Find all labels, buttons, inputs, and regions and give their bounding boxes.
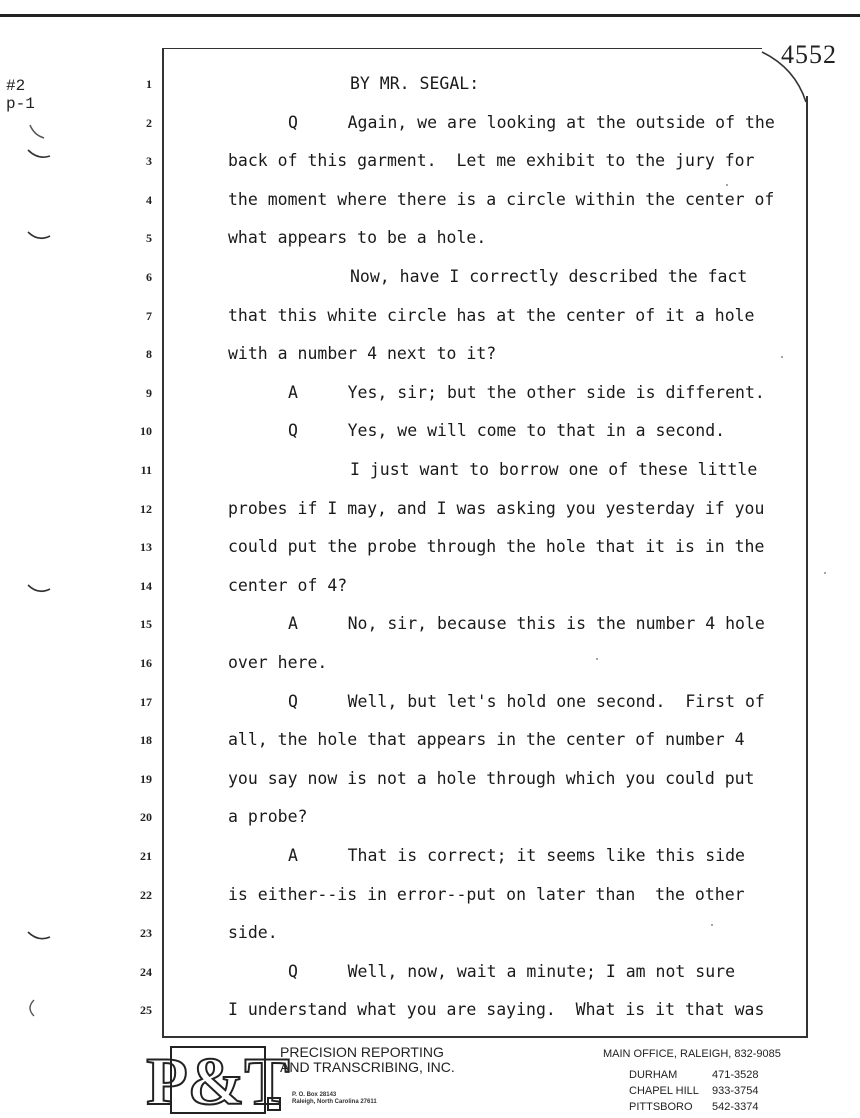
- transcript-line: I just want to borrow one of these little: [350, 460, 758, 479]
- transcript-line: you say now is not a hole through which you could put: [228, 768, 755, 788]
- transcript-line: is either--is in error--put on later than the other: [228, 884, 745, 904]
- company-name-line2: AND TRANSCRIBING, INC.: [280, 1059, 455, 1075]
- transcript-line: that this white circle has at the center of it a hole: [228, 305, 755, 325]
- transcript-line: could put the probe through the hole that it is in the: [228, 537, 765, 557]
- company-name: [280, 1045, 455, 1075]
- line-number: 17: [140, 694, 152, 709]
- line-number: 5: [146, 231, 152, 246]
- transcript-frame-bottom: [162, 1036, 808, 1038]
- transcript-line: over here.: [228, 653, 328, 672]
- transcript-line: BY MR. SEGAL:: [350, 74, 480, 93]
- phone-number-pittsboro: 542-3374: [712, 1101, 759, 1113]
- line-number: 7: [146, 308, 152, 323]
- address-line2: Raleigh, North Carolina 27611: [292, 1099, 377, 1105]
- line-number: 11: [140, 463, 152, 477]
- line-number: 25: [140, 1003, 152, 1018]
- transcript-line: what appears to be a hole.: [228, 228, 487, 248]
- line-number: 6: [146, 270, 152, 284]
- line-number: 3: [146, 154, 152, 169]
- scan-speck: [726, 184, 728, 186]
- line-number: 24: [140, 964, 152, 979]
- line-number: 21: [140, 849, 152, 863]
- margin-note-page: p-1: [6, 95, 35, 113]
- scan-speck: [781, 356, 783, 358]
- transcript-line: Now, have I correctly described the fact: [350, 267, 748, 286]
- transcript-line: probes if I may, and I was asking you yesterday if you: [228, 498, 765, 518]
- address-line1: P. O. Box 28143: [292, 1092, 337, 1098]
- margin-note-tab: #2: [6, 77, 26, 95]
- line-number: 23: [140, 926, 152, 941]
- transcript-line: Q Yes, we will come to that in a second.: [288, 421, 726, 441]
- transcript-line: back of this garment. Let me exhibit to the jury for: [228, 151, 755, 171]
- transcript-line: with a number 4 next to it?: [228, 344, 497, 364]
- company-name-line1: PRECISION REPORTING: [280, 1044, 444, 1060]
- line-number: 20: [140, 810, 152, 825]
- scan-speck: [711, 924, 713, 926]
- transcript-line: Q Again, we are looking at the outside of the: [288, 112, 775, 132]
- company-logo: [146, 1043, 290, 1118]
- line-number: 18: [140, 733, 152, 748]
- transcript-line: a probe?: [228, 807, 308, 827]
- line-number: 14: [140, 578, 152, 593]
- phone-number-durham: 471-3528: [712, 1069, 759, 1081]
- line-number: 1: [146, 77, 152, 91]
- transcript-line: center of 4?: [228, 575, 348, 595]
- logo-text: P&T: [146, 1043, 290, 1118]
- transcript-line: Q Well, but let's hold one second. First of: [288, 691, 765, 711]
- transcript-line: side.: [228, 923, 278, 943]
- line-number: 8: [146, 347, 152, 362]
- transcript-frame-left: [162, 48, 164, 1038]
- transcript-line: I understand what you are saying. What is it that was: [228, 1000, 765, 1020]
- line-number: 22: [140, 887, 152, 902]
- binder-punch-marks: [0, 0, 80, 1118]
- transcript-frame-top: [162, 48, 762, 49]
- line-number: 9: [146, 385, 152, 400]
- top-border-rule: [0, 14, 860, 17]
- transcript-line: A No, sir, because this is the number 4 hole: [288, 614, 765, 634]
- transcript-line: the moment where there is a circle within the center of: [228, 189, 775, 209]
- page-number: 4552: [781, 40, 837, 69]
- line-number: 2: [146, 115, 152, 130]
- phone-number-chapel-hill: 933-3754: [712, 1085, 759, 1097]
- phone-city-durham: DURHAM: [629, 1069, 678, 1081]
- line-number: 15: [140, 617, 152, 632]
- transcript-line: Q Well, now, wait a minute; I am not sure: [288, 961, 736, 981]
- scan-speck: [596, 658, 598, 660]
- transcript-line: all, the hole that appears in the center of number 4: [228, 730, 745, 750]
- line-number: 19: [140, 771, 152, 786]
- transcript-line: A Yes, sir; but the other side is different.: [288, 382, 765, 402]
- line-number: 10: [140, 424, 152, 439]
- line-number: 4: [146, 192, 152, 207]
- phone-city-chapel-hill: CHAPEL HILL: [629, 1085, 699, 1097]
- phone-city-pittsboro: PITTSBORO: [629, 1101, 693, 1113]
- scan-speck: [824, 572, 826, 574]
- line-number: 12: [140, 501, 152, 516]
- transcript-frame-right: [806, 96, 808, 1038]
- main-office: MAIN OFFICE, RALEIGH, 832-9085: [603, 1048, 781, 1060]
- line-number: 16: [140, 656, 152, 670]
- company-address: [292, 1092, 377, 1106]
- transcript-line: A That is correct; it seems like this side: [288, 846, 745, 865]
- line-number: 13: [140, 540, 152, 555]
